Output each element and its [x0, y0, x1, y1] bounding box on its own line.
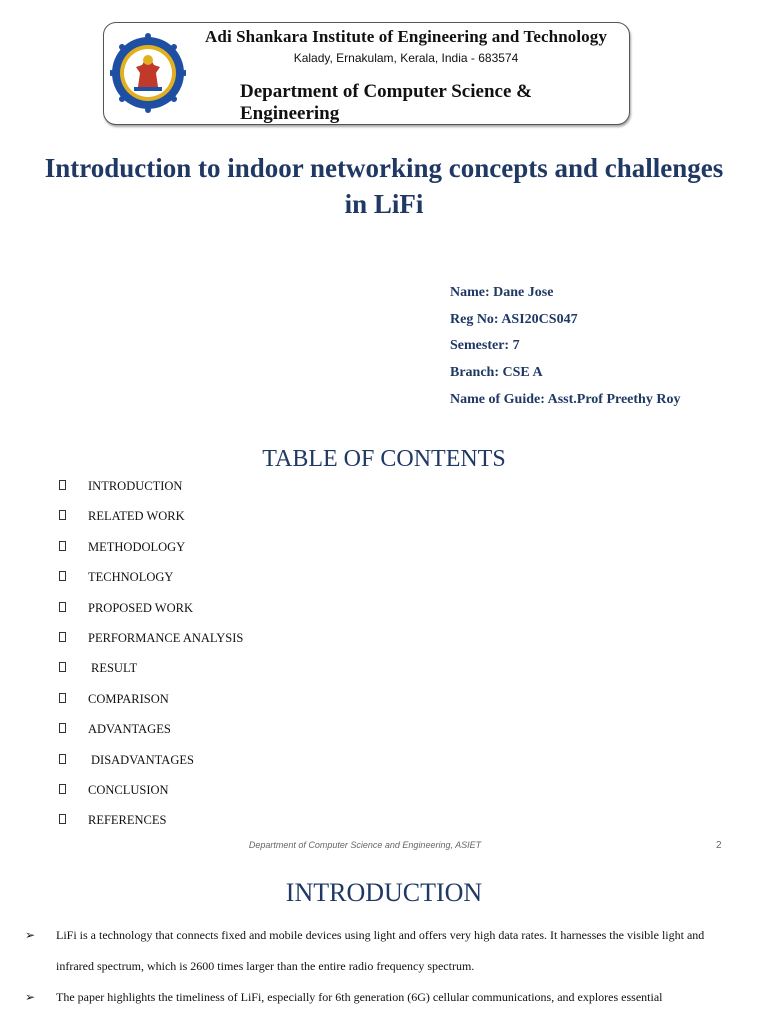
toc-item-label: CONCLUSION	[88, 782, 169, 797]
toc-item-label: METHODOLOGY	[88, 539, 186, 554]
bullet-box-icon	[59, 784, 66, 794]
bullet-box-icon	[59, 814, 66, 824]
toc-item-label: PERFORMANCE ANALYSIS	[88, 630, 244, 645]
toc-item-label: ADVANTAGES	[88, 722, 171, 737]
institute-address: Kalady, Ernakulam, Kerala, India - 683574	[293, 51, 519, 65]
institute-banner	[103, 22, 630, 125]
student-name: Name: Dane Jose	[450, 285, 554, 300]
arrow-bullet-icon: ➢	[25, 990, 36, 1004]
page-footer: Department of Computer Science and Engineering, ASIET	[248, 840, 482, 850]
toc-item-label: RELATED WORK	[88, 509, 185, 524]
toc-item-label: REFERENCES	[88, 813, 167, 828]
bullet-box-icon	[59, 723, 66, 733]
bullet-box-icon	[59, 662, 66, 672]
toc-item-label: INTRODUCTION	[88, 479, 183, 493]
department-name	[188, 81, 623, 125]
bullet-text: The paper highlights the timeliness of LiFi, especially for 6th generation (6G) cellular communications, and explores essential	[56, 990, 663, 1004]
toc-item-label: DISADVANTAGES	[91, 752, 194, 767]
student-semester: Semester: 7	[450, 338, 520, 354]
student-reg-no: Reg No: ASI20CS047	[450, 311, 578, 327]
bullet-text: LiFi is a technology that connects fixed and mobile devices using light and offers very high data rates. It harnesses the visible light and infrared spectrum, which is 2600 times larger than the entire radio frequency spectrum.	[56, 928, 705, 973]
toc-item-label: RESULT	[91, 661, 138, 676]
introduction-heading: INTRODUCTION	[285, 878, 483, 907]
toc-item-label: TECHNOLOGY	[88, 570, 174, 585]
document-title: Introduction to indoor networking concepts and challenges in LiFi	[44, 153, 724, 219]
bullet-box-icon	[59, 632, 66, 642]
page-number: 2	[716, 840, 722, 851]
arrow-bullet-icon: ➢	[25, 928, 36, 942]
student-branch: Branch: CSE A	[450, 365, 543, 381]
department-name-text: Department of Computer Science & Engineering	[240, 81, 532, 124]
bullet-box-icon	[59, 602, 66, 612]
student-details	[450, 283, 680, 416]
bullet-box-icon	[59, 571, 66, 581]
bullet-box-icon	[59, 510, 66, 520]
bullet-box-icon	[59, 480, 66, 490]
bullet-box-icon	[59, 693, 66, 703]
bullet-box-icon	[59, 754, 66, 764]
institute-name: Adi Shankara Institute of Engineering and Technology	[205, 27, 607, 46]
toc-item-label: PROPOSED WORK	[88, 600, 193, 615]
toc-heading: TABLE OF CONTENTS	[262, 446, 506, 472]
toc-item-label: COMPARISON	[88, 691, 169, 706]
bullet-box-icon	[59, 541, 66, 551]
student-guide: Name of Guide: Asst.Prof Preethy Roy	[450, 391, 681, 407]
institute-emblem-icon	[110, 26, 186, 122]
